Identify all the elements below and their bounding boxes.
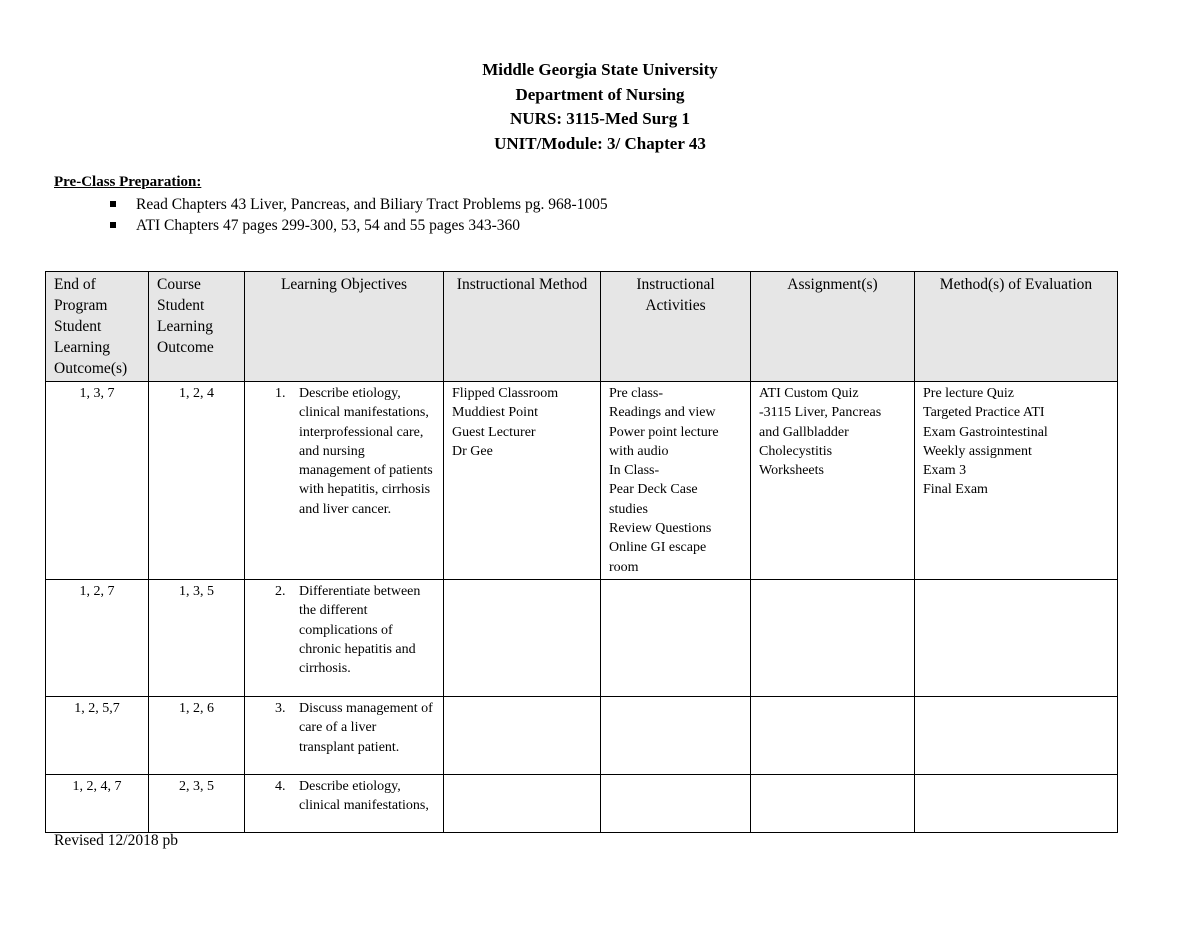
- program-outcomes-cell: 1, 2, 4, 7: [46, 774, 149, 832]
- activities-cell: Pre class- Readings and view Power point lecture with audio In Class- Pear Deck Case studies Review Questions Online GI escape room: [601, 382, 751, 580]
- assignments-cell: [751, 696, 915, 774]
- unit-name: UNIT/Module: 3/ Chapter 43: [494, 133, 706, 153]
- course-name: NURS: 3115-Med Surg 1: [510, 109, 690, 128]
- column-header-assignments: Assignment(s): [751, 272, 915, 382]
- course-plan-table: [45, 271, 1118, 833]
- objective-number: 4.: [275, 778, 286, 794]
- university-name: Middle Georgia State University: [482, 60, 718, 79]
- course-outcomes-cell: 1, 3, 5: [149, 579, 245, 696]
- column-header-program-outcomes: End of Program Student Learning Outcome(s): [46, 272, 149, 382]
- activities-cell: [601, 579, 751, 696]
- column-header-course-outcomes: Course Student Learning Outcome: [149, 272, 245, 382]
- method-cell: [444, 774, 601, 832]
- method-cell: [444, 579, 601, 696]
- list-item: ATI Chapters 47 pages 299-300, 53, 54 and 55 pages 343-360: [110, 215, 608, 236]
- program-outcomes-cell: 1, 3, 7: [46, 382, 149, 580]
- table-row: [46, 696, 1118, 774]
- objective-cell: [245, 774, 444, 832]
- evaluation-cell: [915, 774, 1118, 832]
- course-outcomes-cell: 1, 2, 4: [149, 382, 245, 580]
- objective-text: Describe etiology, clinical manifestations, interprofessional care, and nursing management of patients with hepatitis, cirrhosis and liver cancer.: [299, 386, 433, 517]
- method-cell: [444, 696, 601, 774]
- program-outcomes-cell: 1, 2, 5,7: [46, 696, 149, 774]
- course-outcomes-cell: 2, 3, 5: [149, 774, 245, 832]
- table-header-row: [46, 272, 1118, 382]
- objective-cell: [245, 579, 444, 696]
- evaluation-cell: Pre lecture Quiz Targeted Practice ATI Exam Gastrointestinal Weekly assignment Exam 3 Final Exam: [915, 382, 1118, 580]
- objective-text: Discuss management of care of a liver transplant patient.: [299, 700, 433, 755]
- objective-number: 3.: [275, 700, 286, 716]
- column-header-instructional-method: Instructional Method: [444, 272, 601, 382]
- assignments-cell: [751, 774, 915, 832]
- revision-note: Revised 12/2018 pb: [54, 832, 178, 849]
- preparation-list: [110, 194, 608, 236]
- table-row: [46, 774, 1118, 832]
- evaluation-cell: [915, 579, 1118, 696]
- objective-text: Describe etiology, clinical manifestations,: [299, 778, 429, 814]
- course-outcomes-cell: 1, 2, 6: [149, 696, 245, 774]
- method-cell: Flipped Classroom Muddiest Point Guest Lecturer Dr Gee: [444, 382, 601, 580]
- objective-cell: [245, 696, 444, 774]
- square-bullet-icon: [110, 201, 116, 207]
- program-outcomes-cell: 1, 2, 7: [46, 579, 149, 696]
- table-row: [46, 579, 1118, 696]
- list-item: Read Chapters 43 Liver, Pancreas, and Biliary Tract Problems pg. 968-1005: [110, 194, 608, 215]
- objective-cell: [245, 382, 444, 580]
- document-title-block: [0, 58, 1200, 156]
- objective-number: 2.: [275, 583, 286, 599]
- activities-cell: [601, 696, 751, 774]
- column-header-instructional-activities: Instructional Activities: [601, 272, 751, 382]
- column-header-learning-objectives: Learning Objectives: [245, 272, 444, 382]
- assignments-cell: ATI Custom Quiz -3115 Liver, Pancreas and Gallbladder Cholecystitis Worksheets: [751, 382, 915, 580]
- objective-number: 1.: [275, 386, 286, 401]
- evaluation-cell: [915, 696, 1118, 774]
- table-row: [46, 382, 1118, 580]
- preparation-heading: Pre-Class Preparation:: [54, 174, 202, 190]
- department-name: Department of Nursing: [515, 84, 685, 104]
- objective-text: Differentiate between the different complications of chronic hepatitis and cirrhosis.: [299, 583, 421, 677]
- activities-cell: [601, 774, 751, 832]
- square-bullet-icon: [110, 222, 116, 228]
- assignments-cell: [751, 579, 915, 696]
- column-header-evaluation: Method(s) of Evaluation: [915, 272, 1118, 382]
